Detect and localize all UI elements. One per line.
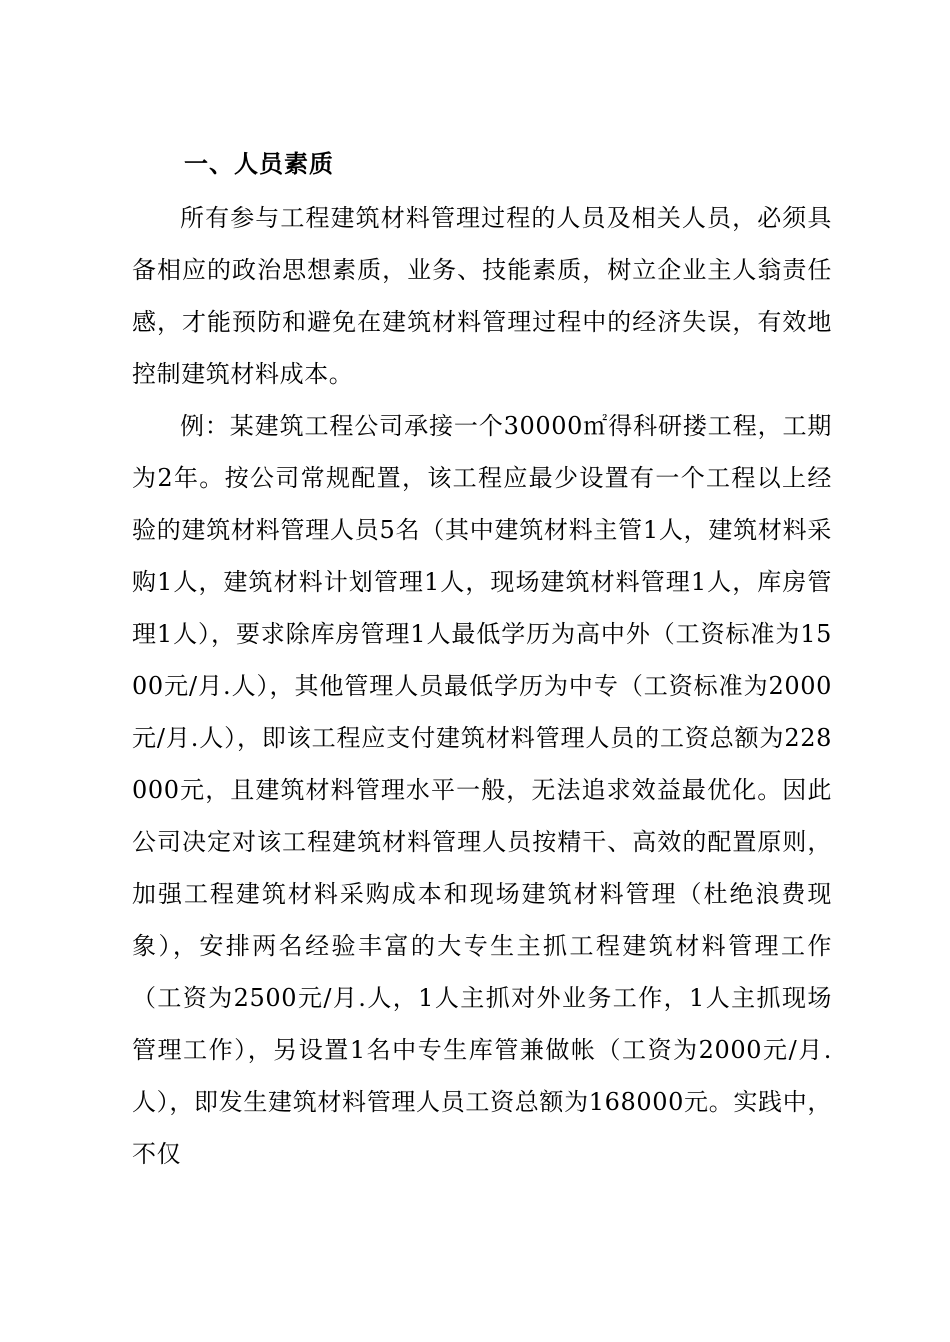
document-body [132, 142, 832, 1180]
section-heading: 一、人员素质 [184, 149, 334, 178]
paragraph-personnel-quality: 所有参与工程建筑材料管理过程的人员及相关人员，必须具备相应的政治思想素质，业务、技能素质，树立企业主人翁责任感，才能预防和避免在建筑材料管理过程中的经济失误，有效地控制建筑材料成本。 [132, 204, 832, 388]
paragraph-example: 例：某建筑工程公司承接一个30000㎡得科研搂工程，工期为2年。按公司常规配置，该工程应最少设置有一个工程以上经验的建筑材料管理人员5名（其中建筑材料主管1人，建筑材料采购1人，建筑材料计划管理1人，现场建筑材料管理1人，库房管理1人），要求除库房管理1人最低学历为高中外（工资标准为1500元/月.人），其他管理人员最低学历为中专（工资标准为2000元/月.人），即该工程应支付建筑材料管理人员的工资总额为228000元，且建筑材料管理水平一般，无法追求效益最优化。因此公司决定对该工程建筑材料管理人员按精干、高效的配置原则，加强工程建筑材料采购成本和现场建筑材料管理（杜绝浪费现象），安排两名经验丰富的大专生主抓工程建筑材料管理工作（工资为2500元/月.人，1人主抓对外业务工作，1人主抓现场管理工作），另设置1名中专生库管兼做帐（工资为2000元/月.人），即发生建筑材料管理人员工资总额为168000元。实践中，不仅 [132, 412, 832, 1168]
